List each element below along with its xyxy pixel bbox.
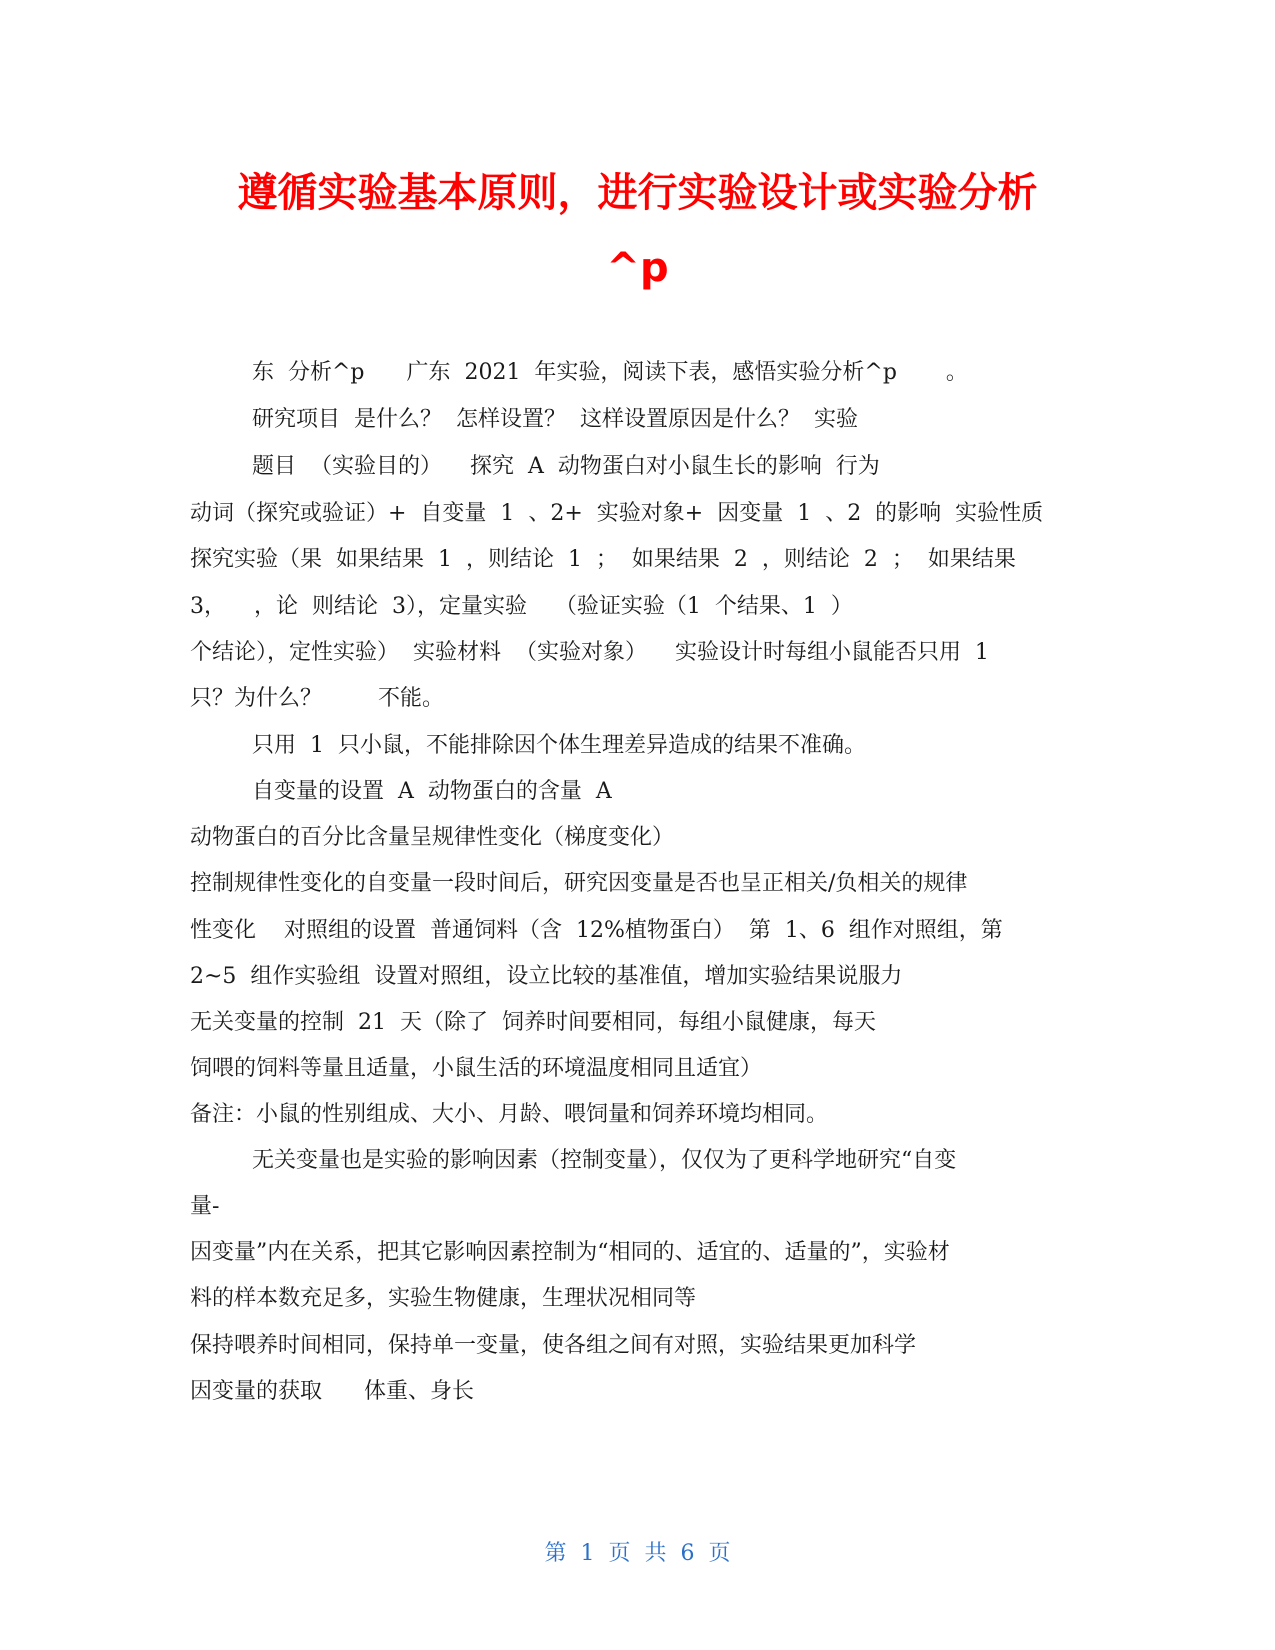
body-line: 备注：小鼠的性别组成、大小、月龄、喂饲量和饲养环境均相同。 [190,1102,829,1127]
body-line: 料的样本数充足多，实验生物健康，生理状况相同等 [190,1286,697,1311]
body-line: 研究项目 是什么？ 怎样设置？ 这样设置原因是什么？ 实验 [252,407,858,432]
body-line: 个结论），定性实验） 实验材料 （实验对象） 实验设计时每组小鼠能否只用 1 [190,640,989,665]
body-line: 只用 1 只小鼠，不能排除因个体生理差异造成的结果不准确。 [252,733,866,758]
page-number-footer: 第 1 页 共 6 页 [544,1541,731,1566]
body-line: 性变化 对照组的设置 普通饲料（含 12%植物蛋白） 第 1、6 组作对照组，第 [190,918,1003,943]
body-line: 3， ，论 则结论 3），定量实验 （验证实验（1 个结果、1 ） [190,594,853,619]
document-title-line-1: 遵循实验基本原则，进行实验设计或实验分析 [237,170,1038,216]
body-line: 无关变量的控制 21 天（除了 饲养时间要相同，每组小鼠健康，每天 [190,1010,876,1035]
body-line: 只？为什么？ 不能。 [190,686,444,711]
body-line: 东 分析^p 广东 2021 年实验，阅读下表，感悟实验分析^p 。 [252,360,968,385]
body-line: 保持喂养时间相同，保持单一变量，使各组之间有对照，实验结果更加科学 [190,1333,917,1358]
body-line: 动物蛋白的百分比含量呈规律性变化（梯度变化） [190,825,675,850]
body-line: 因变量的获取 体重、身长 [190,1379,474,1404]
body-line: 自变量的设置 A 动物蛋白的含量 A [252,779,612,804]
body-line: 动词（探究或验证）+ 自变量 1 、2+ 实验对象+ 因变量 1 、2 的影响 实验性质 [190,501,1044,526]
body-line: 无关变量也是实验的影响因素（控制变量），仅仅为了更科学地研究“自变 [252,1148,957,1173]
document-title-line-2: ^p [606,245,669,291]
body-line: 探究实验（果 如果结果 1 ，则结论 1 ； 如果结果 2 ，则结论 2 ； 如果结果 [190,547,1016,572]
body-line: 2~5 组作实验组 设置对照组，设立比较的基准值，增加实验结果说服力 [190,964,903,989]
body-line: 量- [190,1194,220,1219]
body-line: 饲喂的饲料等量且适量，小鼠生活的环境温度相同且适宜） [190,1056,763,1081]
body-line: 因变量”内在关系，把其它影响因素控制为“相同的、适宜的、适量的”，实验材 [190,1240,950,1265]
body-line: 题目 （实验目的） 探究 A 动物蛋白对小鼠生长的影响 行为 [252,454,880,479]
body-line: 控制规律性变化的自变量一段时间后，研究因变量是否也呈正相关/负相关的规律 [190,871,968,896]
